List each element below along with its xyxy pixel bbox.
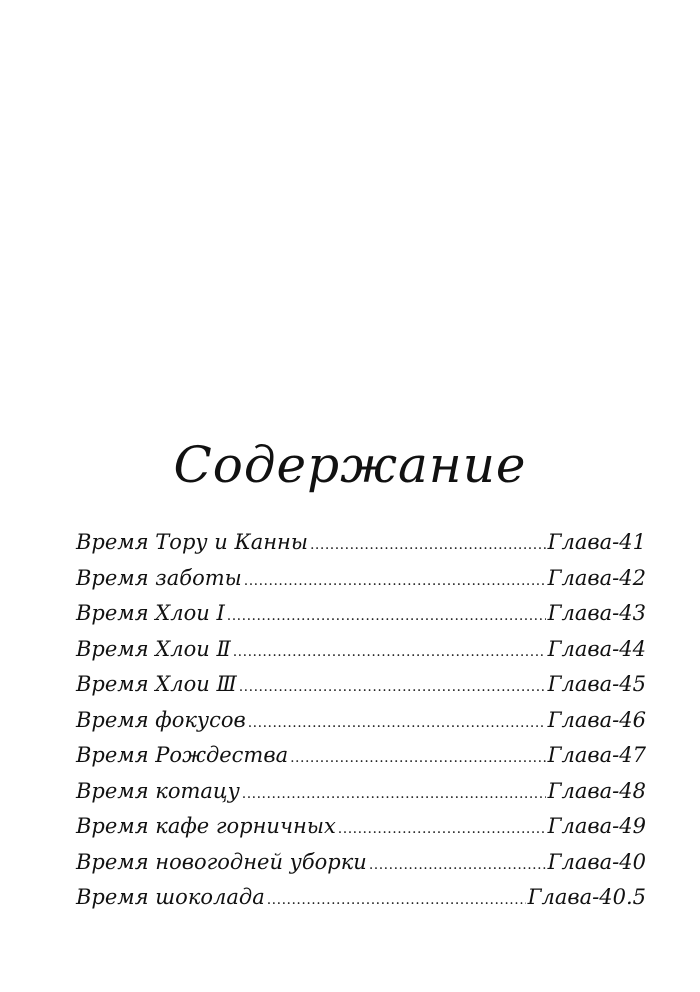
- toc-entry-title: Время новогодней уборки: [76, 849, 367, 874]
- toc-leader-dots: [227, 608, 546, 624]
- toc-entry-chapter: Глава-45: [547, 672, 646, 696]
- toc-entry-chapter: Глава-48: [547, 778, 646, 803]
- toc-entry-chapter: Глава-41: [547, 530, 646, 554]
- toc-entry: [76, 672, 646, 708]
- toc-entry: [76, 885, 646, 921]
- toc-leader-dots: [267, 892, 526, 908]
- toc-entry-title: Время Рождества: [76, 743, 289, 767]
- toc-entry-title: Время Хлои Ⅱ: [76, 636, 231, 661]
- toc-leader-dots: [338, 821, 546, 837]
- toc-entry-chapter: Глава-43: [547, 601, 646, 625]
- toc-leader-dots: [233, 644, 546, 660]
- page-title: Содержание: [173, 436, 527, 494]
- toc-entry: [76, 850, 646, 886]
- toc-entry: [76, 708, 646, 744]
- toc-leader-dots: [242, 786, 546, 802]
- toc-entry-chapter: Глава-46: [547, 707, 646, 732]
- toc-leader-dots: [290, 750, 546, 766]
- toc-entry-chapter: Глава-42: [547, 565, 646, 590]
- toc-entry-title: Время фокусов: [76, 707, 246, 732]
- toc-leader-dots: [248, 715, 546, 731]
- toc-entry-chapter: Глава-44: [547, 636, 646, 661]
- toc-entry-title: Время шоколада: [76, 885, 265, 909]
- toc-entry-chapter: Глава-40.5: [527, 885, 646, 909]
- toc-entry: [76, 814, 646, 850]
- toc-entry: [76, 779, 646, 815]
- toc-leader-dots: [310, 537, 546, 553]
- toc-entry: [76, 637, 646, 673]
- toc-entry-chapter: Глава-47: [547, 743, 646, 767]
- toc-entry-title: Время Тору и Канны: [76, 530, 308, 554]
- toc-entry-title: Время заботы: [76, 565, 242, 590]
- toc-entry-title: Время кафе горничных: [76, 814, 336, 838]
- toc-entry: [76, 601, 646, 637]
- table-of-contents: [76, 530, 646, 921]
- toc-entry-chapter: Глава-49: [547, 814, 646, 838]
- toc-entry-title: Время котацу: [76, 778, 240, 803]
- toc-entry-title: Время Хлои Ⅰ: [76, 601, 225, 625]
- toc-entry: [76, 530, 646, 566]
- toc-leader-dots: [369, 857, 546, 873]
- toc-leader-dots: [244, 573, 546, 589]
- toc-entry: [76, 566, 646, 602]
- toc-entry-title: Время Хлои Ⅲ: [76, 672, 237, 696]
- toc-leader-dots: [239, 679, 546, 695]
- toc-entry-chapter: Глава-40: [547, 849, 646, 874]
- toc-entry: [76, 743, 646, 779]
